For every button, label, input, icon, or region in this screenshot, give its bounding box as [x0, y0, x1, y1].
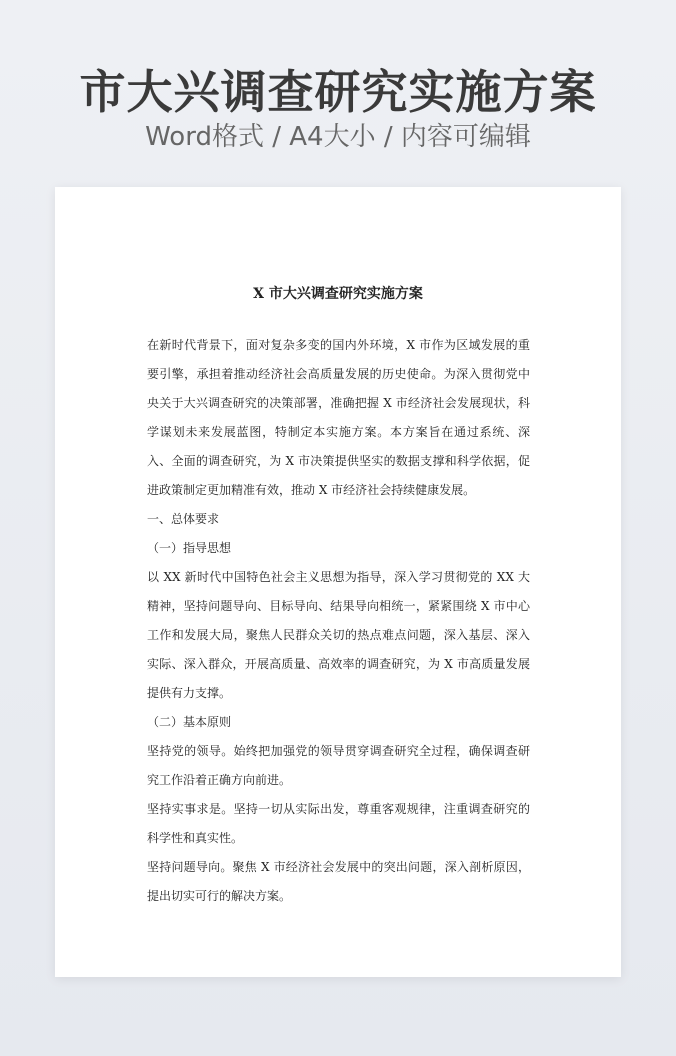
banner-title: 市大兴调查研究实施方案: [79, 65, 597, 119]
intro-paragraph: 在新时代背景下，面对复杂多变的国内外环境，X 市作为区域发展的重要引擎，承担着推动经济社会高质量发展的历史使命。为深入贯彻党中央关于大兴调查研究的决策部署，准确把握 X 市经济社会发展现状，科学谋划未来发展蓝图，特制定本实施方案。本方案旨在通过系统、深入、全面的调查研究，为 X 市决策提供坚实的数据支撑和科学依据，促进政策制定更加精准有效，推动 X 市经济社会持续健康发展。: [147, 338, 530, 497]
subsection-heading-guiding-ideology: （一）指导思想: [147, 541, 232, 555]
subsection-heading-basic-principles: （二）基本原则: [147, 715, 232, 729]
principle-party-leadership-paragraph: 坚持党的领导。始终把加强党的领导贯穿调查研究全过程，确保调查研究工作沿着正确方向前进。: [147, 744, 530, 787]
principle-seek-truth-paragraph: 坚持实事求是。坚持一切从实际出发，尊重客观规律，注重调查研究的科学性和真实性。: [147, 802, 530, 845]
document-title: X 市大兴调查研究实施方案: [253, 286, 423, 302]
section-heading-general-requirements: 一、总体要求: [147, 512, 220, 526]
principle-problem-oriented-paragraph: 坚持问题导向。聚焦 X 市经济社会发展中的突出问题，深入剖析原因，提出切实可行的解决方案。: [147, 860, 530, 903]
document-body: [147, 331, 530, 911]
banner-subtitle: Word格式 / A4大小 / 内容可编辑: [145, 122, 531, 152]
document-page: [55, 187, 621, 977]
guiding-ideology-paragraph: 以 XX 新时代中国特色社会主义思想为指导，深入学习贯彻党的 XX 大精神，坚持问题导向、目标导向、结果导向相统一，紧紧围绕 X 市中心工作和发展大局，聚焦人民群众关切的热点难点问题，深入基层、深入实际、深入群众，开展高质量、高效率的调查研究，为 X 市高质量发展提供有力支撑。: [147, 570, 530, 700]
